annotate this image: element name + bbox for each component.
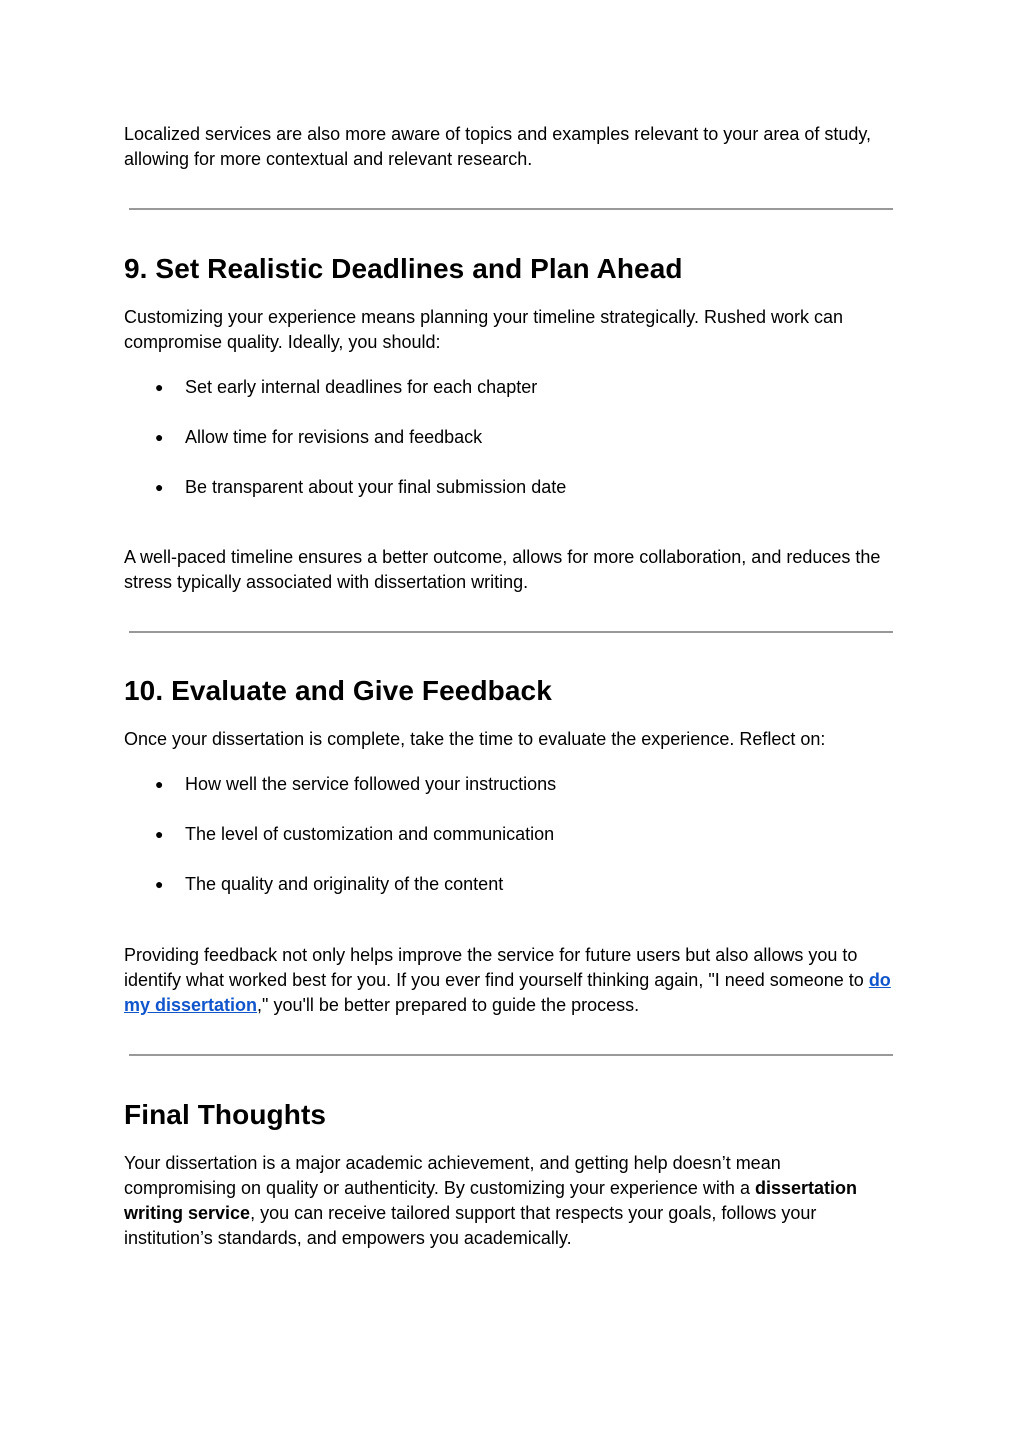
section-10-closing	[124, 943, 896, 1018]
bullet-icon: ●	[155, 776, 164, 792]
bullet-icon: ●	[155, 876, 164, 892]
list-item	[124, 872, 896, 897]
final-text-before: Your dissertation is a major academic achievement, and getting help doesn’t mean compromising on quality or authenticity. By customizing your experience with a	[124, 1153, 781, 1198]
bullet-icon: ●	[155, 826, 164, 842]
closing-text-after: ," you'll be better prepared to guide the process.	[257, 995, 640, 1015]
section-9-bullet-list	[124, 375, 896, 500]
list-item	[124, 822, 896, 847]
list-item	[124, 425, 896, 450]
bullet-icon: ●	[155, 479, 164, 495]
section-9-lead: Customizing your experience means planning your timeline strategically. Rushed work can compromise quality. Ideally, you should:	[124, 307, 844, 352]
section-10-lead: Once your dissertation is complete, take the time to evaluate the experience. Reflect on:	[124, 729, 826, 749]
list-item	[124, 475, 896, 500]
section-divider	[129, 631, 893, 633]
section-10-bullet-list	[124, 772, 896, 897]
final-thoughts-heading: Final Thoughts	[124, 1099, 327, 1130]
closing-text-before: Providing feedback not only helps improve the service for future users but also allows you to identify what worked best for you. If you ever find yourself thinking again, "I need someone to	[124, 945, 869, 990]
list-item	[124, 375, 896, 400]
section-10-heading: 10. Evaluate and Give Feedback	[124, 675, 552, 706]
list-item-text: Be transparent about your final submission date	[185, 477, 567, 497]
section-divider	[129, 1054, 893, 1056]
list-item-text: The quality and originality of the content	[185, 874, 504, 894]
do-my-dissertation-link[interactable]: do my dissertation	[124, 970, 891, 1015]
final-text-bold: dissertation writing service	[124, 1178, 857, 1223]
section-9-closing: A well-paced timeline ensures a better outcome, allows for more collaboration, and reduces the stress typically associated with dissertation writing.	[124, 547, 881, 592]
bullet-icon: ●	[155, 429, 164, 445]
list-item-text: How well the service followed your instructions	[185, 774, 557, 794]
bullet-icon: ●	[155, 379, 164, 395]
final-text-after: , you can receive tailored support that respects your goals, follows your institution’s standards, and empowers you academically.	[124, 1203, 817, 1248]
final-thoughts-paragraph	[124, 1151, 896, 1251]
list-item-text: The level of customization and communication	[185, 824, 555, 844]
section-9-heading: 9. Set Realistic Deadlines and Plan Ahead	[124, 253, 683, 284]
section-divider	[129, 208, 893, 210]
list-item-text: Set early internal deadlines for each chapter	[185, 377, 538, 397]
intro-paragraph: Localized services are also more aware of topics and examples relevant to your area of study, allowing for more contextual and relevant research.	[124, 124, 872, 169]
list-item-text: Allow time for revisions and feedback	[185, 427, 483, 447]
document-page	[124, 122, 896, 1251]
list-item	[124, 772, 896, 797]
